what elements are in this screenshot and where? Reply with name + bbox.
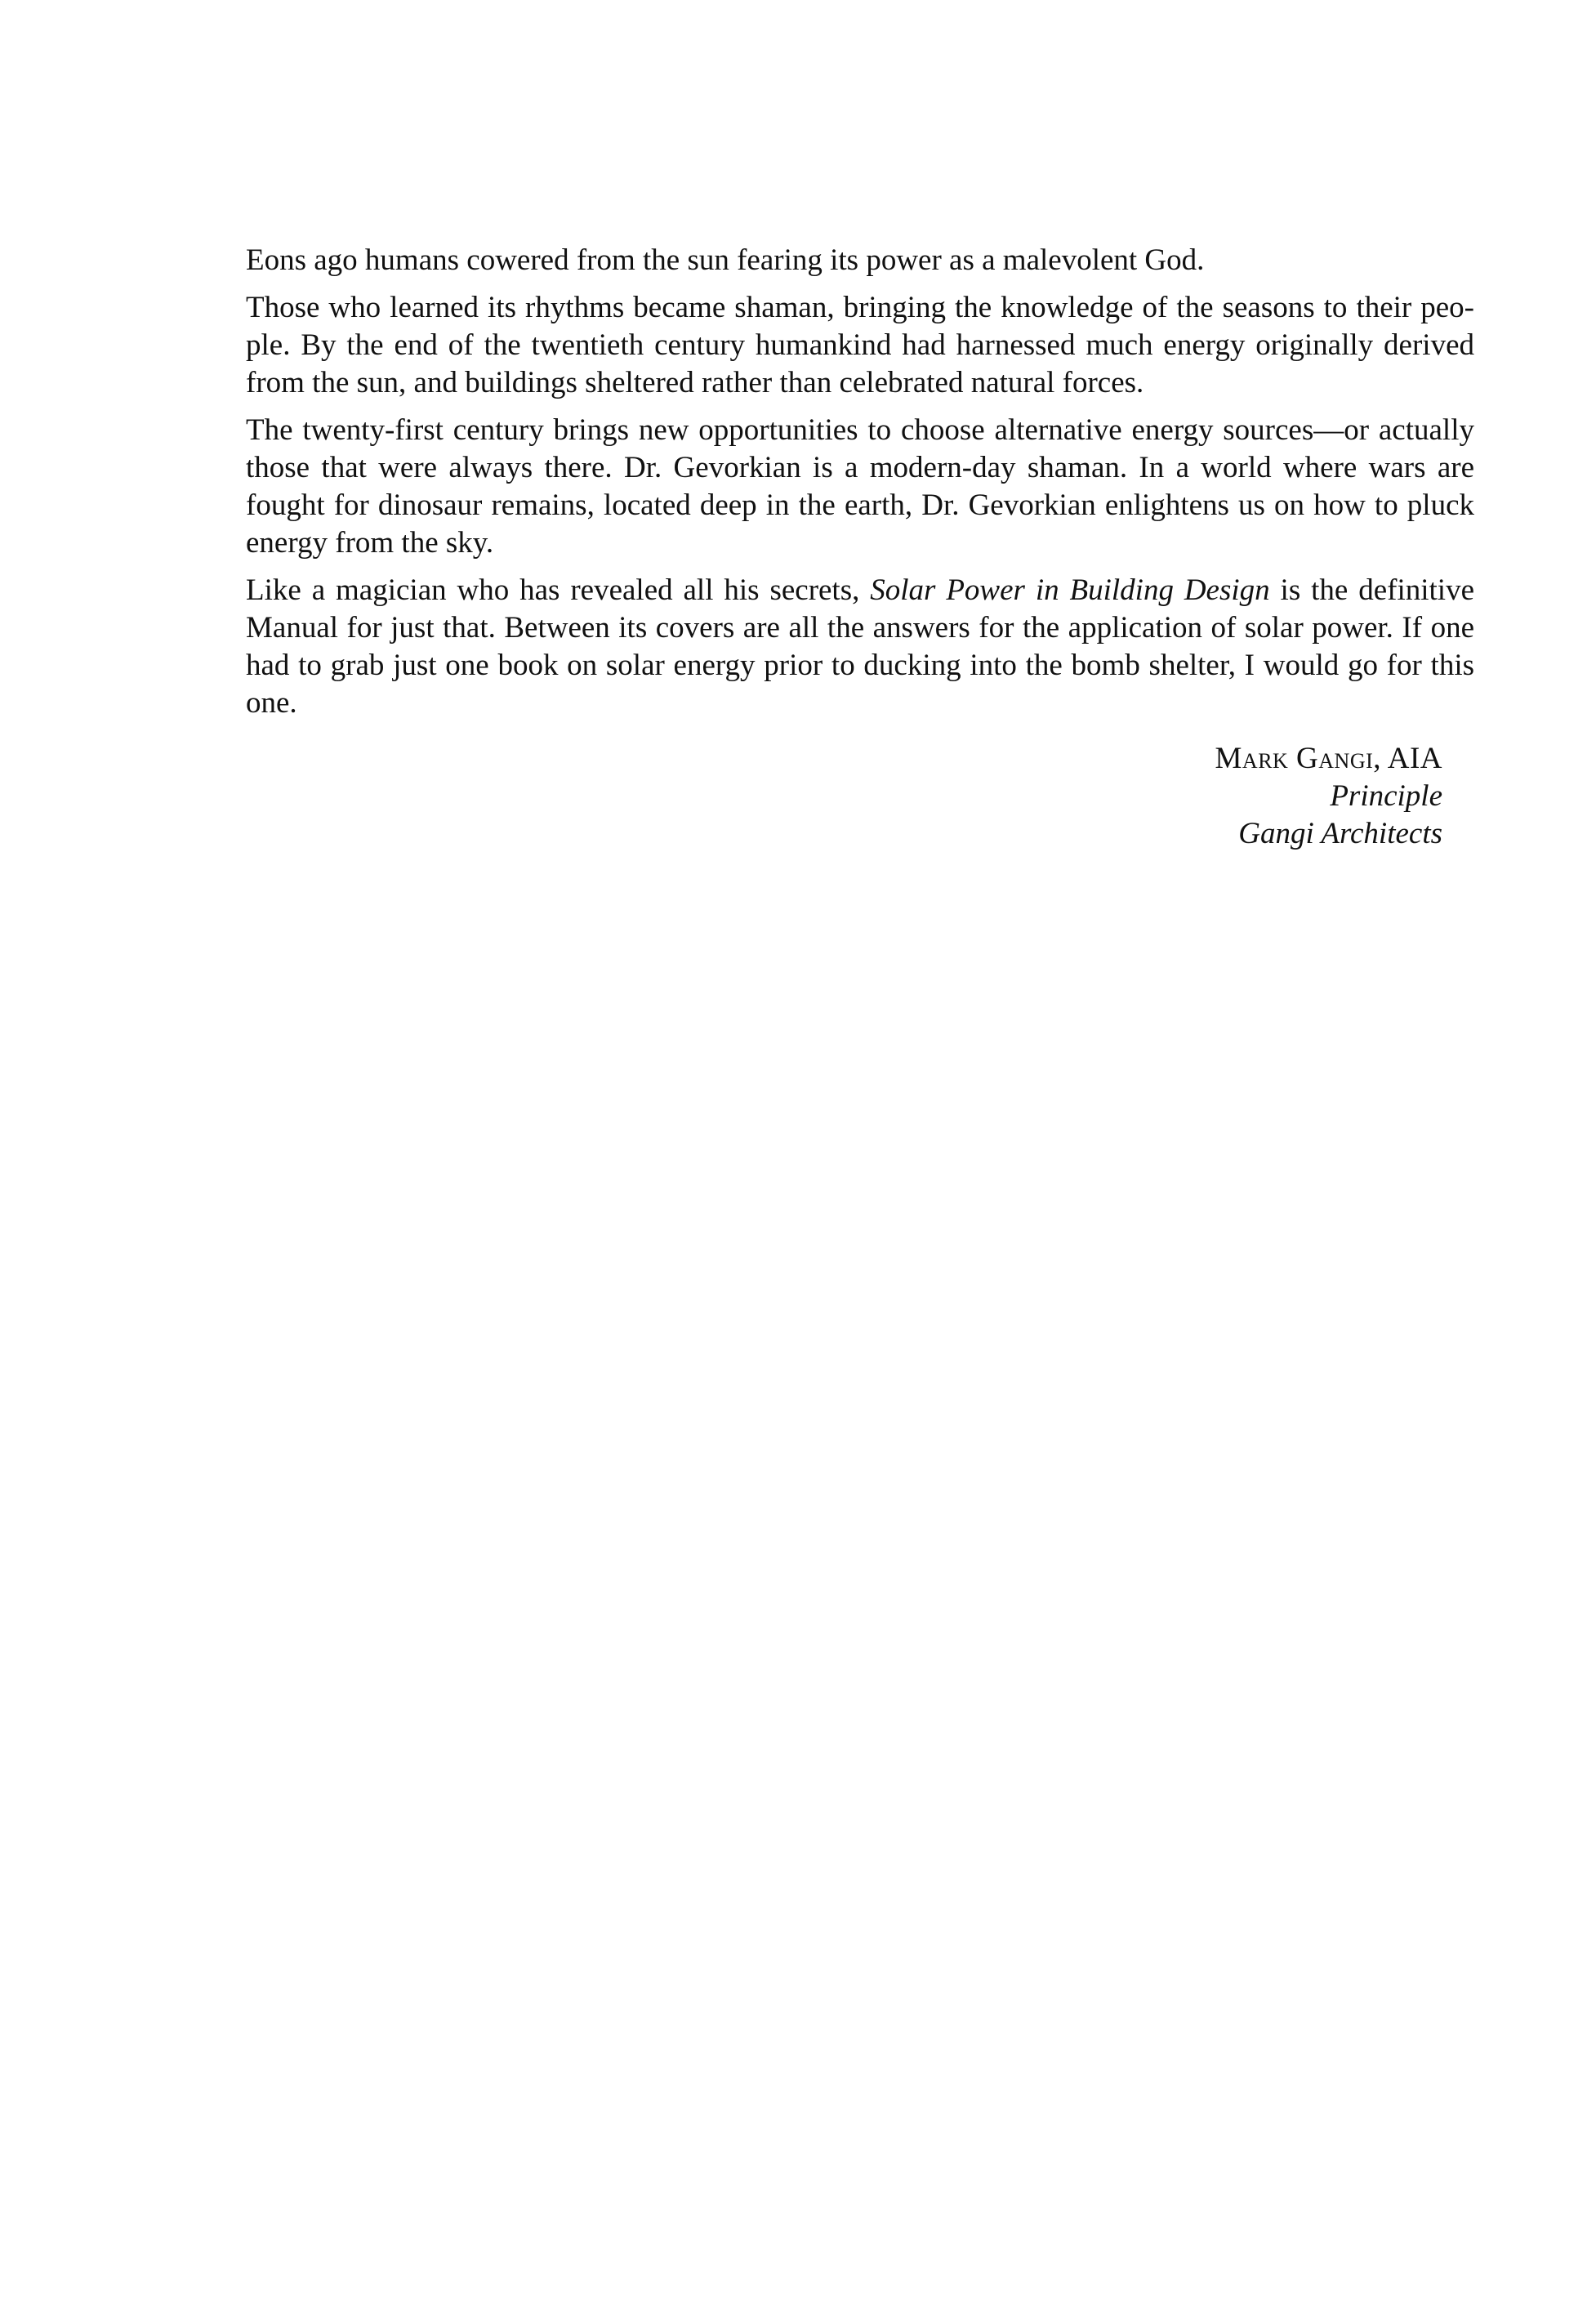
paragraph-4-rest: is the definitive Manual for just that. Between its covers are all the answers for the application of solar power. If one had to grab just one book on solar energy prior to ducking into the bomb shelter, I would go for this one. — [246, 573, 1474, 720]
signature-role: Principle — [1330, 779, 1442, 813]
signature-name: Mark Gangi, AIA — [1215, 742, 1442, 775]
signature-block — [1215, 740, 1442, 853]
paragraph-4-lead: Like a magician who has revealed all his secrets, — [246, 573, 871, 607]
paragraph-4 — [246, 572, 1474, 722]
paragraph-3: The twenty-first century brings new opportunities to choose alternative energy sources—or actually those that were always there. Dr. Gevorkian is a modern-day shaman. In a world where wars are fought for dinosaur remains, located deep in the earth, Dr. Gevorkian enlightens us on how to pluck energy from the sky. — [246, 413, 1474, 560]
book-title: Solar Power in Building Design — [870, 573, 1270, 607]
signature-firm: Gangi Architects — [1238, 817, 1442, 850]
paragraph-1: Eons ago humans cowered from the sun fearing its power as a malevolent God. — [246, 243, 1205, 277]
foreword-body — [246, 242, 1474, 732]
paragraph-2: Those who learned its rhythms became shaman, bringing the knowledge of the seasons to their peo-ple. By the end of the twentieth century humankind had harnessed much energy originally derived from the sun, and buildings sheltered rather than celebrated natural forces. — [246, 291, 1474, 399]
